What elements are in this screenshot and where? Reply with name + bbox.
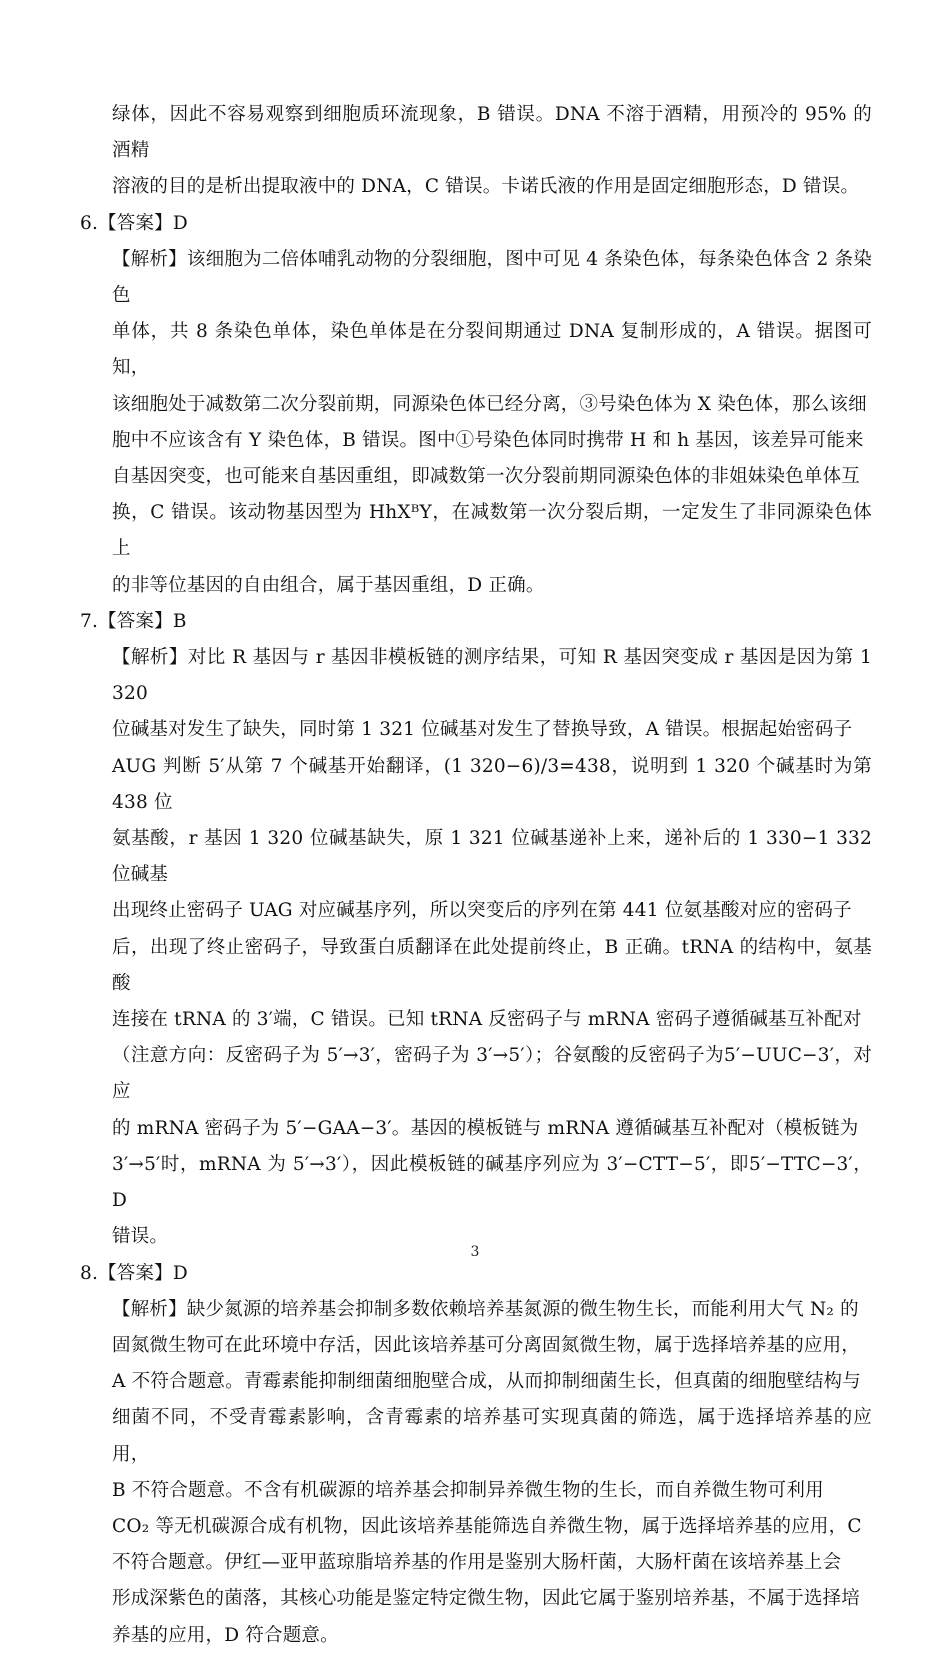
text-line: 细菌不同，不受青霉素影响，含青霉素的培养基可实现真菌的筛选，属于选择培养基的应用， <box>112 1407 872 1465</box>
text-line: 胞中不应该含有 Y 染色体，B 错误。图中①号染色体同时携带 H 和 h 基因，该差异可能来 <box>112 429 864 451</box>
text-line: 单体，共 8 条染色单体，染色单体是在分裂间期通过 DNA 复制形成的，A 错误。据图可知， <box>112 321 872 379</box>
text-line: CO₂ 等无机碳源合成有机物，因此该培养基能筛选自养微生物，属于选择培养基的应用，C <box>112 1515 862 1537</box>
text-line: 的 mRNA 密码子为 5′−GAA−3′。基因的模板链与 mRNA 遵循碱基互补配对（模板链为 <box>112 1117 859 1139</box>
text-line: 位碱基对发生了缺失，同时第 1 321 位碱基对发生了替换导致，A 错误。根据起始密码子 <box>112 719 853 741</box>
text-line: 养基的应用，D 符合题意。 <box>112 1624 339 1646</box>
text-line: 该细胞处于减数第二次分裂前期，同源染色体已经分离，③号染色体为 X 染色体，那么该细 <box>112 393 867 415</box>
text-line: 自基因突变，也可能来自基因重组，即减数第一次分裂前期同源染色体的非姐妹染色单体互 <box>112 466 861 488</box>
text-line: 出现终止密码子 UAG 对应碱基序列，所以突变后的序列在第 441 位氨基酸对应的密码子 <box>112 900 852 922</box>
text-line: 换，C 错误。该动物基因型为 HhXᴮY，在减数第一次分裂后期，一定发生了非同源染色体上 <box>112 502 872 560</box>
answer-heading: 7.【答案】B <box>80 610 187 632</box>
text-line: 3′→5′时，mRNA 为 5′→3′），因此模板链的碱基序列应为 3′−CTT−5′，即5′−TTC−3′，D <box>112 1153 872 1212</box>
text-line: B 不符合题意。不含有机碳源的培养基会抑制异养微生物的生长，而自养微生物可利用 <box>112 1479 824 1501</box>
text-line: 连接在 tRNA 的 3′端，C 错误。已知 tRNA 反密码子与 mRNA 密码子遵循碱基互补配对 <box>112 1009 862 1031</box>
question-7 <box>80 604 872 1256</box>
answer-heading: 6.【答案】D <box>80 212 188 234</box>
text-line: 溶液的目的是析出提取液中的 DNA，C 错误。卡诺氏液的作用是固定细胞形态，D 错误。 <box>112 176 860 198</box>
question-6 <box>80 206 872 604</box>
text-line: 的非等位基因的自由组合，属于基因重组，D 正确。 <box>112 574 545 596</box>
text-line: 绿体，因此不容易观察到细胞质环流现象，B 错误。DNA 不溶于酒精，用预冷的 95% 的酒精 <box>112 104 872 162</box>
question-8 <box>80 1256 872 1654</box>
text-line: 【解析】缺少氮源的培养基会抑制多数依赖培养基氮源的微生物生长，而能利用大气 N₂ 的 <box>112 1298 859 1320</box>
text-line: AUG 判断 5′从第 7 个碱基开始翻译，(1 320−6)/3=438，说明到 1 320 个碱基时为第 438 位 <box>112 755 872 813</box>
page-number: 3 <box>470 1244 480 1260</box>
text-line: 氨基酸，r 基因 1 320 位碱基缺失，原 1 321 位碱基递补上来，递补后的 1 330−1 332 位碱基 <box>112 828 872 886</box>
answer-explanations <box>80 97 872 1654</box>
text-line: 不符合题意。伊红—亚甲蓝琼脂培养基的作用是鉴别大肠杆菌，大肠杆菌在该培养基上会 <box>112 1552 842 1574</box>
text-line: 固氮微生物可在此环境中存活，因此该培养基可分离固氮微生物，属于选择培养基的应用， <box>112 1334 861 1356</box>
text-line: 【解析】对比 R 基因与 r 基因非模板链的测序结果，可知 R 基因突变成 r 基因是因为第 1 320 <box>112 647 872 705</box>
answer-heading: 8.【答案】D <box>80 1262 188 1284</box>
text-line: 错误。 <box>112 1226 169 1248</box>
text-line: 后，出现了终止密码子，导致蛋白质翻译在此处提前终止，B 正确。tRNA 的结构中，氨基酸 <box>112 936 872 994</box>
text-line: 形成深紫色的菌落，其核心功能是鉴定特定微生物，因此它属于鉴别培养基，不属于选择培 <box>112 1588 861 1610</box>
text-line: 【解析】该细胞为二倍体哺乳动物的分裂细胞，图中可见 4 条染色体，每条染色体含 2 条染色 <box>112 248 872 307</box>
text-line: A 不符合题意。青霉素能抑制细菌细胞壁合成，从而抑制细菌生长，但真菌的细胞壁结构与 <box>112 1371 861 1393</box>
continuation-block <box>80 97 872 206</box>
text-line: （注意方向：反密码子为 5′→3′，密码子为 3′→5′）；谷氨酸的反密码子为5′−UUC−3′，对应 <box>112 1045 872 1103</box>
